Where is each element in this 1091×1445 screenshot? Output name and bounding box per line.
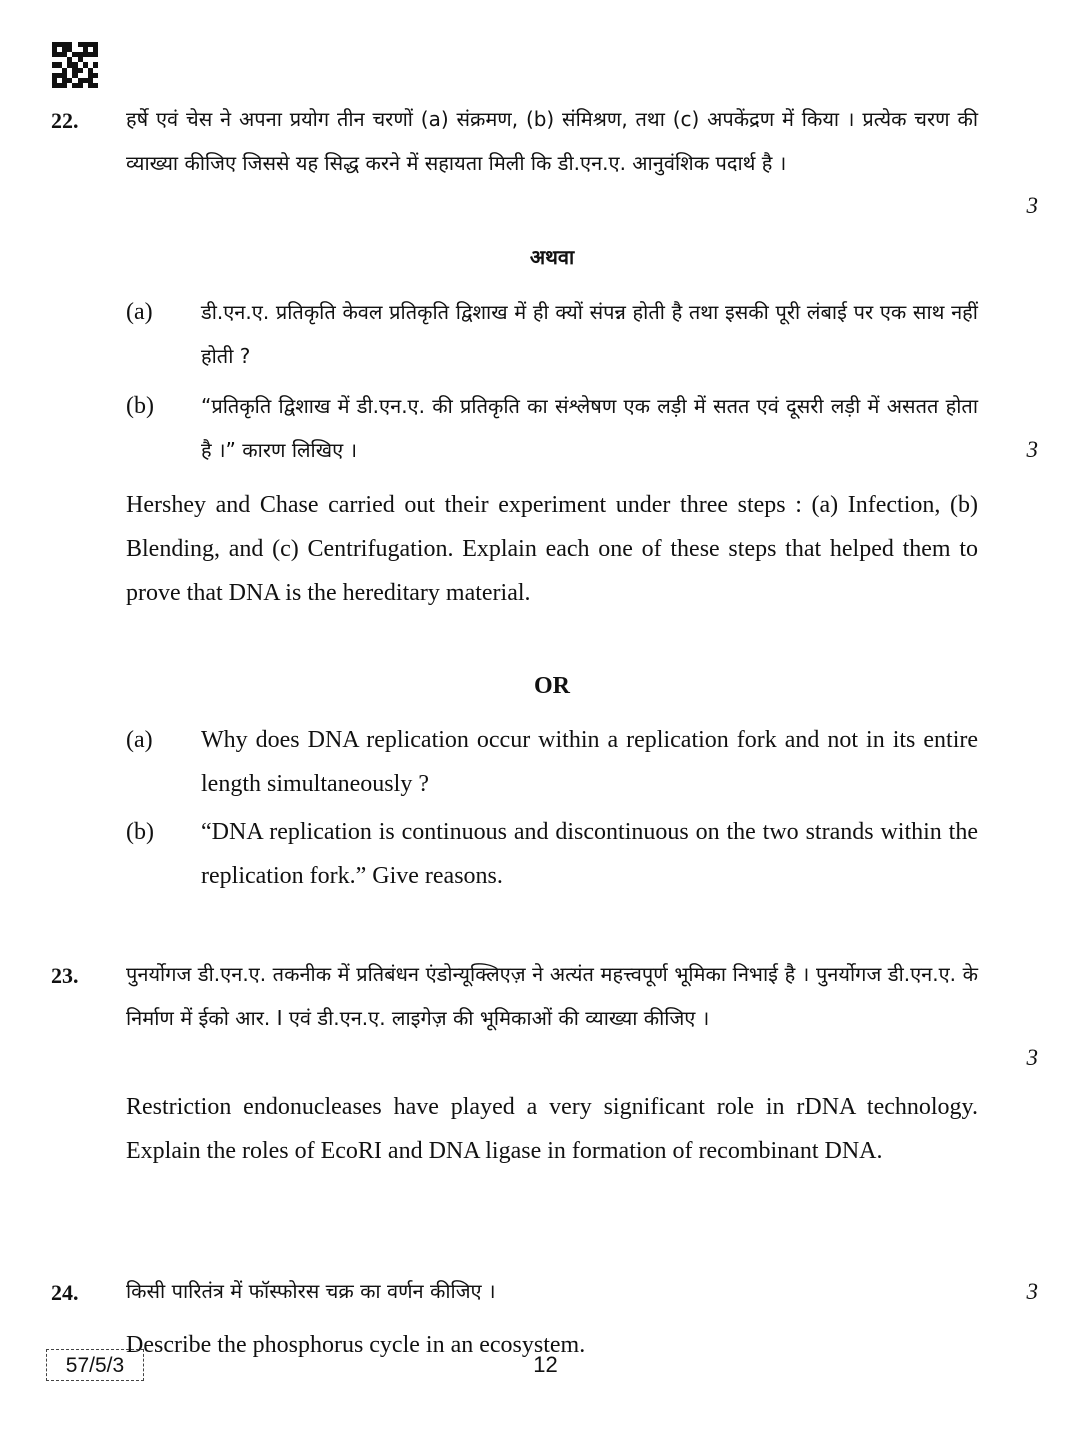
q22-or-hindi: अथवा [529,245,575,269]
q22-hindi-b-text: “प्रतिकृति द्विशाख में डी.एन.ए. की प्रतिकृति का संश्लेषण एक लड़ी में सतत एवं दूसरी लड़ी में असतत होता है ।” कारण लिखिए । [201,394,978,462]
question-number-24: 24. [51,1280,79,1305]
q22-hindi-text: हर्षे एवं चेस ने अपना प्रयोग तीन चरणों (a) संक्रमण, (b) संमिश्रण, तथा (c) अपकेंद्रण में किया । प्रत्येक चरण की व्याख्या कीजिए जिससे यह सिद्ध करने में सहायता मिली कि डी.एन.ए. आनुवंशिक पदार्थ है । [126,107,978,175]
q22-en-b-label: (b) [126,819,154,845]
q22-hindi-a-text: डी.एन.ए. प्रतिकृति केवल प्रतिकृति द्विशाख में ही क्यों संपन्न होती है तथा इसकी पूरी लंबाई पर एक साथ नहीं होती ? [201,300,978,368]
q24-hindi-text: किसी पारितंत्र में फॉस्फोरस चक्र का वर्णन कीजिए । [126,1279,496,1303]
q23-hindi-text: पुनर्योगज डी.एन.ए. तकनीक में प्रतिबंधन एंडोन्यूक्लिएज़ ने अत्यंत महत्त्वपूर्ण भूमिका निभाई है । पुनर्योगज डी.एन.ए. के निर्माण में ईको आर. I एवं डी.एन.ए. लाइगेज़ की भूमिकाओं की व्याख्या कीजिए । [126,962,978,1030]
q22-hindi-b-label: (b) [126,393,154,419]
page-number: 12 [533,1352,558,1377]
q22-english-text: Hershey and Chase carried out their experiment under three steps : (a) Infection, (b) Blending, and (c) Centrifugation. Explain each one of these steps that helped them to prove that DNA is the hereditary material. [126,492,978,606]
qr-code [52,42,98,88]
q23-english-text: Restriction endonucleases have played a very significant role in rDNA technology. Explain the roles of EcoRI and DNA ligase in formation of recombinant DNA. [126,1094,978,1164]
q22-or-english: OR [534,673,570,699]
question-number-22: 22. [51,108,79,133]
q23-marks: 3 [1026,1045,1038,1070]
paper-code: 57/5/3 [46,1349,144,1381]
q22-hindi-a-label: (a) [126,299,153,325]
q24-english-text: Describe the phosphorus cycle in an ecosystem. [126,1332,586,1358]
q22-marks-1: 3 [1026,193,1038,218]
q22-en-b-text: “DNA replication is continuous and discontinuous on the two strands within the replication fork.” Give reasons. [201,819,978,889]
question-number-23: 23. [51,963,79,988]
q22-en-a-text: Why does DNA replication occur within a replication fork and not in its entire length simultaneously ? [201,727,978,797]
q22-marks-2: 3 [1026,437,1038,462]
q24-marks: 3 [1026,1279,1038,1304]
q22-en-a-label: (a) [126,727,153,753]
